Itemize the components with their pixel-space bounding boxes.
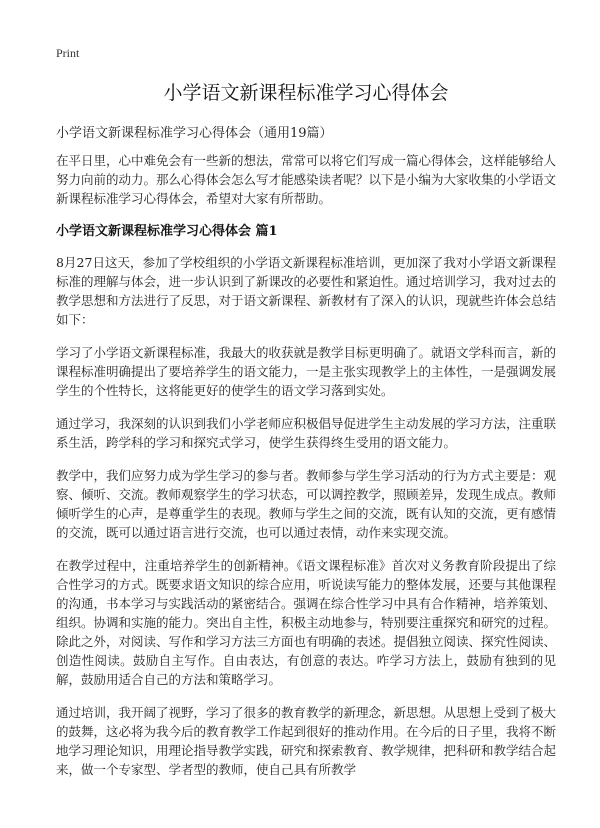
section-heading: 小学语文新课程标准学习心得体会 篇1	[56, 224, 278, 239]
article-body	[56, 151, 556, 793]
print-link[interactable]: Print	[56, 46, 80, 60]
document-subtitle: 小学语文新课程标准学习心得体会（通用19篇）	[56, 126, 333, 141]
body-paragraph: 教学中，我们应努力成为学生学习的参与者。教师参与学生学习活动的行为方式主要是：观察、倾听、交流。教师观察学生的学习状态，可以调控教学，照顾差异，发现生成点。教师倾听学生的心声，是尊重学生的表现。教师与学生之间的交流，既有认知的交流，更有感情的交流，既可以通过语言进行交流，也可以通过表情，动作来实现交流。	[56, 468, 557, 540]
body-paragraph: 在教学过程中，注重培养学生的创新精神。《语文课程标准》首次对义务教育阶段提出了综合性学习的方式。既要求语文知识的综合应用，听说读写能力的整体发展，还要与其他课程的沟通，书本学习与实践活动的紧密结合。强调在综合性学习中具有合作精神，培养策划、组织。协调和实施的能力。突出自主性，积极主动地参与，特别要注重探究和研究的过程。除此之外，对阅读、写作和学习方法三方面也有明确的表述。提倡独立阅读、探究性阅读、创造性阅读。鼓励自主写作。自由表达，有创意的表达。咋学习方法上，鼓励有独到的见解，鼓励用适合自己的方法和策略学习。	[56, 558, 557, 687]
body-paragraph: 通过培训，我开阔了视野，学习了很多的教育教学的新理念，新思想。从思想上受到了极大的鼓舞，这必将为我今后的教育教学工作起到很好的推动作用。在今后的日子里，我将不断地学习理论知识，用理论指导教学实践，研究和探索教育、教学规律，把科研和教学结合起来，做一个专家型、学者型的教师，使自己具有所教学	[56, 705, 557, 777]
body-paragraph: 8月27日这天，参加了学校组织的小学语文新课程标准培训，更加深了我对小学语文新课程标准的理解与体会，进一步认识到了新课改的必要性和紧迫性。通过培训学习，我对过去的教学思想和方法进行了反思，对于语文新课程、新教材有了深入的认识，现就些许体会总结如下：	[56, 255, 557, 327]
intro-paragraph: 在平日里，心中难免会有一些新的想法，常常可以将它们写成一篇心得体会，这样能够给人努力向前的动力。那么心得体会怎么写才能感染读者呢？以下是小编为大家收集的小学语文新课程标准学习心得体会，希望对大家有所帮助。	[56, 153, 557, 206]
page-title: 小学语文新课程标准学习心得体会	[163, 82, 449, 104]
body-paragraph: 学习了小学语文新课程标准，我最大的收获就是教学目标更明确了。就语文学科而言，新的课程标准明确提出了要培养学生的语文能力，一是主张实现教学上的主体性，一是强调发展学生的个性特长，这将能更好的使学生的语文学习落到实处。	[56, 345, 557, 398]
body-paragraph: 通过学习，我深刻的认识到我们小学老师应积极倡导促进学生主动发展的学习方法，注重联系生活，跨学科的学习和探究式学习，使学生获得终生受用的语文能力。	[56, 416, 557, 450]
